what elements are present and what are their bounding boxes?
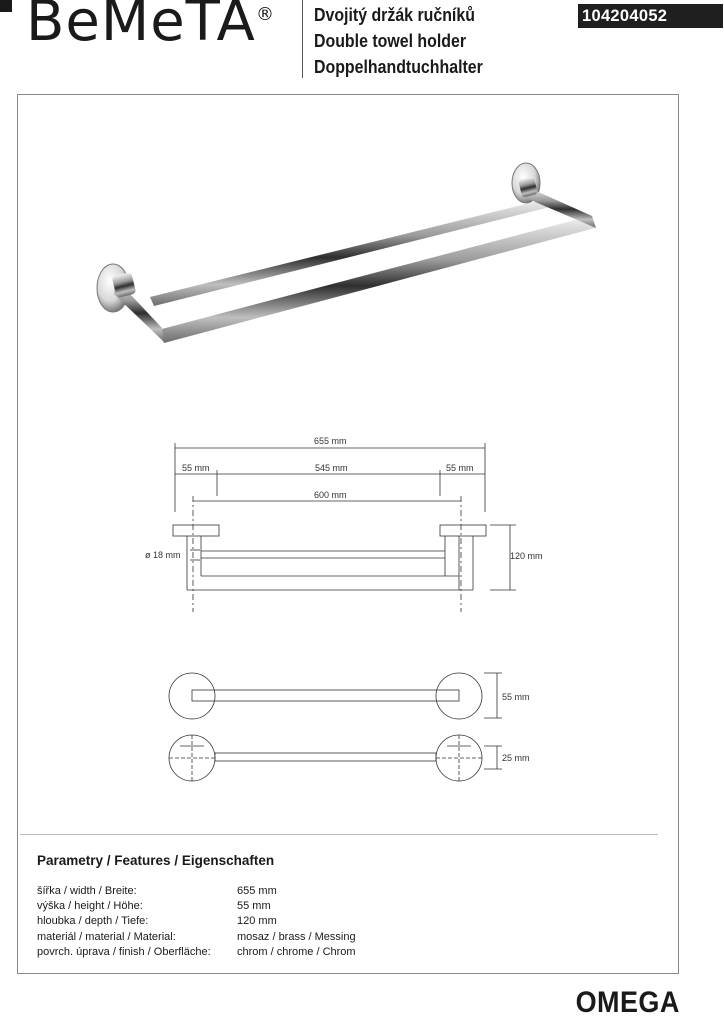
spec-label: povrch. úprava / finish / Oberfläche: — [37, 945, 211, 958]
dim-right-offset: 55 mm — [446, 463, 474, 473]
dim-left-offset: 55 mm — [182, 463, 210, 473]
spec-label: hloubka / depth / Tiefe: — [37, 915, 149, 928]
spec-value: 55 mm — [237, 900, 271, 913]
series-name: OMEGA — [575, 986, 680, 1019]
brand-logo: BeMeTA — [26, 0, 256, 54]
spec-row — [37, 884, 356, 899]
spec-row — [37, 914, 356, 929]
spec-row — [37, 930, 356, 945]
dim-bar-offset: 25 mm — [502, 753, 530, 763]
dim-height: 55 mm — [502, 692, 530, 702]
dim-mount-span: 600 mm — [314, 490, 347, 500]
features-heading: Parametry / Features / Eigenschaften — [37, 853, 275, 868]
spec-value: 120 mm — [237, 915, 277, 928]
product-code: 104204052 — [578, 4, 723, 28]
spec-row — [37, 945, 356, 960]
spec-table — [37, 884, 356, 960]
spec-value: mosaz / brass / Messing — [237, 930, 356, 943]
spec-value: chrom / chrome / Chrom — [237, 945, 356, 958]
title-en: Double towel holder — [314, 30, 467, 51]
spec-label: šířka / width / Breite: — [37, 885, 137, 897]
title-cz: Dvojitý držák ručníků — [314, 4, 475, 25]
dim-tube-diameter: ø 18 mm — [145, 550, 181, 560]
spec-label: výška / height / Höhe: — [37, 900, 143, 913]
dim-center-span: 545 mm — [315, 463, 348, 473]
spec-label: materiál / material / Material: — [37, 930, 176, 943]
section-divider — [20, 834, 658, 835]
title-de: Doppelhandtuchhalter — [314, 56, 483, 77]
dim-depth: 120 mm — [510, 551, 543, 561]
spec-row — [37, 899, 356, 914]
registered-mark: ® — [256, 4, 274, 25]
dim-overall-width: 655 mm — [314, 436, 347, 446]
spec-value: 655 mm — [237, 885, 277, 897]
